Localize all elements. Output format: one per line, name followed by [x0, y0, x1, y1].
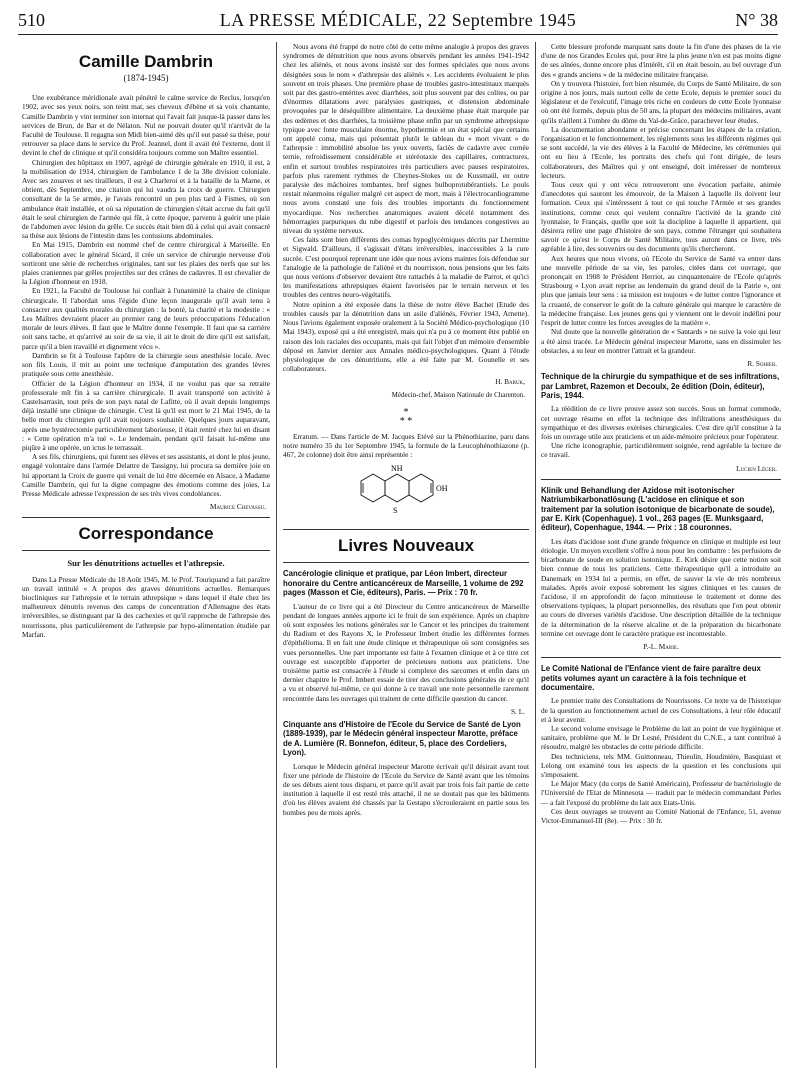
notice-paragraph: Ces deux ouvrages se trouvent au Comité National de l'Enfance, 51, avenue Victor-Emmanuel-III (8e). — Prix : 30 fr. — [541, 806, 781, 826]
book-review-paragraph: La réédition de ce livre prouve assez son succès. Sous un format commode, cet ouvrage résume en effet la technique des infiltrations anesthésiques du sympathique et des diverses exérèses chirurgicales. C'est dire qu'il constitue à la fois un ouvrage utile aux praticiens et un aide-mémoire précieux pour l'opérateur. — [541, 404, 781, 441]
column-3 — [541, 42, 781, 1074]
section-rule — [541, 479, 781, 480]
letter-title: Sur les dénutritions actuelles et l'athrepsie. — [67, 558, 225, 569]
correspondance-heading: Correspondance — [78, 524, 214, 544]
book-review-signature: P.-L. Marie. — [643, 642, 679, 652]
formula-nh-label: NH — [391, 464, 403, 474]
livres-heading: Livres Nouveaux — [337, 536, 475, 556]
section-rule — [283, 529, 529, 530]
section-rule — [541, 657, 781, 658]
obituary-signature: Maurice Chevassu. — [209, 502, 266, 512]
leucophenothiazone-formula — [283, 461, 529, 523]
book-review-title: Cinquante ans d'Histoire de l'Ecole du Service de Santé de Lyon (1889-1939), par le Médecin général inspecteur Marotte, préface de A. Lumière (R. Bonnefon, éditeur, 5, place des Cordeliers, Lyon). — [283, 719, 521, 758]
obituary-paragraph: Dambrin se fit à Toulouse l'apôtre de la chirurgie sous anesthésie locale. Avec son fils Louis, il mit au point une technique d'amputation des grandes lèvres pratiquée sous cette anesthésie. — [22, 350, 270, 379]
book-review-paragraph: Une riche iconographie, particulièrement soignée, rend agréable la lecture de ce travail. — [541, 441, 781, 460]
book-review-paragraph: Lorsque le Médecin général inspecteur Marotte écrivait qu'il désirait avant tout fixer une période de l'histoire de l'Ecole du Service de Santé avant que les témoins de ses débuts aient tous disparu, et parce qu'il avait par trois fois fait partie de cette institution à laquelle il est resté très attaché, il ne se doutait pas que les bâtiments d'où les élèves avaient été chassés par la Gestapo s'écrouleraient en partie sous les bombes peu de mois après. — [283, 761, 529, 817]
obituary-title: Camille Dambrin — [78, 52, 214, 71]
notice-paragraph: Des techniciens, tels MM. Guittonneau, Thieulin, Houdinière, Basquiast et Lelong ont examiné tous les aspects de la question et les conclusions qui s'imposaient. — [541, 751, 781, 780]
journal-title: LA PRESSE MÉDICALE, 22 Septembre 1945 — [219, 10, 577, 30]
book-review-paragraph: On y trouvera l'histoire, fort bien résumée, du Corps de Santé Militaire, de son origine à nos jours, mais surtout celle de cette Ecole, depuis le premier souci du législateur et de l'exécutif, l'image très riche en couleurs de cette Ecole lyonnaise où ont été formés, depuis plus de 50 ans, la plupart des médecins militaires, avant qu'ils n'aillent à l'ombre du dôme du Val-de-Grâce, parachever leur études. — [541, 78, 781, 125]
obituary-paragraph: En 1921, la Faculté de Toulouse lui confiait à l'unanimité la chaire de clinique chirurgicale. Il l'abordait sous l'égide d'une leçon inaugurale qu'il avait tenu à consacrer aux qualités morales du chirurgien : la bonté, la charité et la modestie : « Les Maîtres devraient placer au premier rang de leurs préoccupations l'éducation morale de leurs élèves. Il faut que le Maître donne l'exemple. Il faut que sa carrière soit sans tache, et qu'arrivé au soir de sa vie, il ait le droit de dire qu'il est satisfait, parce qu'il a bien travaillé et dignement vécu ». — [22, 286, 270, 351]
formula-s-label: S — [393, 506, 398, 516]
section-rule — [22, 517, 270, 518]
section-rule — [22, 550, 270, 551]
obituary-paragraph: Chirurgien des hôpitaux en 1907, agrégé de chirurgie générale en 1910, il est, à la mobilisation de 1914, chirurgien de l'ambulance 1 de la 38e division coloniale. Avec ses zouaves et ses tirailleurs, il est à Charleroi et à la bataille de la Marne, et obtient, dès Septembre, une citation qui lui vaudra la croix de guerre. Chirurgien consultant de la 5e armée, je l'avais rencontré un peu plus tard à Fismes, où son ambulance était installée, et où sa réputation de chirurgien s'était accrue du fait qu'il était le seul chirurgien de l'armée qui fût, à cette époque, parvenu à guérir une plaie de l'abdomen avec lésion du grêle. Ce succès était bien dû à celui qui avait consacré sa thèse aux lésions de l'intestin dans les contusions abdominales. — [22, 157, 270, 241]
book-review-paragraph: Tous ceux qui y ont vécu retrouveront une évocation parfaite, animée d'anecdotes qui sauront les émouvoir, de la Maison à laquelle ils doivent leur formation. Ceux qui s'intéressent à tout ce qui touche l'Armée et ses grandes institutions, comme ceux qui veulent connaître l'activité de la grande cité lyonnaise, le Français, quelle que soit la discipline à laquelle il appartient, qui désirera relire une page d'histoire de son pays, comme l'étranger qui souhaitera savoir ce qu'est le Corps de Santé Militaire, tous auront dans ce livre, très agréable à lire, des souvenirs ou des documents qu'ils chercheront. — [541, 180, 781, 254]
book-review-title: Technique de la chirurgie du sympathique et de ses infiltrations, par Lambret, Razemon et Decoulx, 2e édition (Doin, éditeur), Paris, 1944. — [541, 372, 780, 400]
book-review-title: Cancérologie clinique et pratique, par Léon Imbert, directeur honoraire du Centre anticancéreux de Marseille, 1 volume de 292 pages (Masson et Cie, éditeurs), Paris. — Prix : 70 fr. — [283, 569, 524, 598]
page-header — [18, 8, 778, 35]
page-number: 510 — [18, 10, 45, 30]
erratum-text: Erratum. — Dans l'article de M. Jacques Etévé sur la Phénothiazine, paru dans notre numéro 35 du 1er Septembre 1945, la formule de la Leucophénothiazone (p. 467, 2e colonne) doit être ainsi représentée : — [283, 431, 529, 460]
obituary-paragraph: A ses fils, chirurgiens, qui furent ses élèves et ses assistants, et dont le plus jeune, engagé volontaire dans l'armée Delattre de Tassigny, lui procura sa dernière joie en lui apportant la Croix de guerre qui venait de lui être décernée en Alsace, à Madame Camille Dambrin, qui fut la digne compagne des émotions comme des joies, La Presse Médicale adresse l'expression de ses très vives condoléances. — [22, 452, 270, 498]
book-review-paragraph: Cette blessure profonde marquant sans doute la fin d'une des phases de la vie d'une de nos Grandes Ecoles qui, pour être la plus jeune n'en est pas moins digne de ses aînées, donne encore plus d'intérêt, s'il en était besoin, au bel ouvrage d'un des « grands anciens » de la médecine militaire française. — [541, 42, 781, 79]
book-review-paragraph: La documentation abondante et précise concernant les étapes de la création, l'organisation et le fonctionnement, les règlements sous les différents régimes qui se sont succédé, la vie des élèves à la Faculté de Médecine, les cérémonies qui ont eu lieu à l'Ecole, les portraits des chefs qui l'ont dirigée, de leurs collaborateurs, des Maîtres qui y ont enseigné, doit intéresser de nombreux lecteurs. — [541, 124, 781, 180]
obituary-paragraph: Une exubérance méridionale avait pénétré le calme service de Reclus, lorsqu'en 1902, avec ses yeux noirs, son teint mat, ses cheveux d'ébène et sa voix chantante, Camille Dambrin y vint terminer son internat qui l'avait fait jusque-là passer dans les services de Brun, de Bar et de Nélaton. Nul ne pouvait douter qu'il n'arrivât de la Faculté de Toulouse. Il regagna son Midi bien-aimé dès qu'il eut passé sa thèse, pour retrouver sa place dans le service du Prof. Jeannel, dont il avait été l'externe, dont il devint le chef de clinique et qu'il considéra toujours comme son Maître essentiel. — [22, 93, 270, 158]
obituary-dates: (1874-1945) — [123, 73, 169, 83]
separator-stars: * * * — [399, 406, 413, 427]
book-review-signature: S. L. — [511, 706, 525, 716]
letter-paragraph: Notre opinion a été exposée dans la thèse de notre élève Bachet (Etude des troubles causés par la dénutrition dans un asile d'aliénés, Février 1943, Arnette). Nous l'avions également exposée oralement à la Société Médico-psychologique (10 Mai 1943), exposé qui a été enregistré, mais qui n'a pu à ce moment être publié en raison des lois raciales des occupants, mais qui fait l'objet d'un mémoire d'ensemble déposé en Janvier dernier aux Annales médico-psychologiques. Quant à l'étude physiologique de ces dénutritions, elle a été faite par M. Gounelle et ses collaborateurs. — [283, 299, 529, 374]
column-1 — [22, 42, 270, 1074]
column-divider-1 — [276, 42, 277, 1068]
book-review-paragraph: Les états d'acidose sont d'une grande fréquence en clinique et multiple est leur étiologie. Un moyen excellent s'offre à nous pour les combattre : les perfusions de bicarbonate de soude en solution isotonique. E. Kirk désire que cette notion soit bien connue de tous les praticiens. Cette thérapeutique qu'il a introduite au Danemark en 1934 lui a permis, en effet, de sauver la vie de très nombreux malades. Après avoir exposé sobrement les signes cliniques et les causes de l'acidose, il en approfondit de façon minutieuse le traitement et donne des observations typiques, la plupart personnelles, des résultats que l'on peut obtenir au cours de diverses variétés d'acidose. Une description détaillée de la technique de la détermination de la réserve alcaline et de la préparation du bicarbonate termine cet ouvrage dont le caractère pratique est incontestable. — [541, 536, 781, 638]
letter-signature-title: Médecin-chef, Maison Nationale de Charenton. — [391, 390, 525, 399]
book-review-paragraph: Nul doute que la nouvelle génération de « Santards » ne suive la voie qui leur a été ainsi tracée. Le Médecin général inspecteur Marotte, sans en dissimuler les obstacles, a su leur en montrer l'attrait et la grandeur. — [541, 327, 781, 355]
letter-paragraph: Ces faits sont bien différents des comas hypoglycémiques décrits par Lhermitte et Sigwald. D'ailleurs, il s'agissait d'états irréversibles, inaccessibles à la cure sucrée. C'est pourquoi reprenant une idée que nous avions maintes fois défendue sur l'analogie de la pathologie de l'aliéné et du nourrisson, nous pensions que les faits que nous venions d'observer devaient être rattachés à la maladie de Parrot, et qu'ici les manifestations athrepsiques étaient favorisées par le terrain nerveux et les troubles des centres neuro-végétatifs. — [283, 235, 529, 300]
letter-paragraph: Dans La Presse Médicale du 18 Août 1945, M. le Prof. Touriquand a fait paraître un travail intitulé « A propos des graves dénutritions actuelles. Remarques biocliniques sur l'athrepsie et le terrain athrepsique » dans lequel il étale chez les malheureux dénutris revenus des camps de concentration d'Allemagne des états irréversibles, se distinguant par là des cachexies et qu'il rapproche de l'athrepsie des nourrissons, plus particulièrement de l'athrepsie par hypo-alimentation étudiée par Marfan. — [22, 574, 270, 639]
notice-paragraph: Le Major Macy (du corps de Santé Américain), Professeur de bactériologie de l'Université de l'Etat de Minnesota — traduit par le médecin commandant Perles — a fait l'exposé du problème du lait aux Etats-Unis. — [541, 779, 781, 807]
section-rule — [283, 562, 529, 563]
notice-title: Le Comité National de l'Enfance vient de faire paraître deux petits volumes ayant un caractère à la fois technique et documentaire. — [541, 664, 761, 693]
book-review-paragraph: Aux heures que nous vivons, où l'Ecole du Service de Santé va entrer dans une nouvelle période de sa vie, les paroles, citées dans cet ouvrage, que prononçait en 1908 le Président Herriot, au cinquantenaire de l'Ecole qu'après Strasbourg « Lyon avait reprise au lendemain du grand deuil de la Patrie », ont plus que jamais leur sens : sa mission est toujours « de lutter contre l'ignorance et la cruauté, de conserver le goût de la culture générale qui marque le caractère de la médecine française. Les jeunes gens qui y viennent ont le devoir indéfini pour l'esprit de lutter contre les forces aveugles de la matière ». — [541, 253, 781, 328]
letter-paragraph: Nous avons été frappé de notre côté de cette même analogie à propos des graves syndromes de dénutrition que nous avons observés pendant les années 1941-1942 chez les aliénés, et nous avons insisté sur des formes spéciales que nous avons désignées sous le nom « d'athrepsie des aliénés ». Les accidents évoluaient le plus souvent en trois phases. Une première phase de troubles gastro-intestinaux marqués soit par des gastro-entérites avec diarrhées, soit plus souvent par des colites, ou par d'énormes dilatations avec paralysies gastriques, et distension abdominale provoquées par le déséquilibre alimentaire. La deuxième phase était marquée par des œdèmes et des diarrhées, la troisième phase enfin par un syndrome athrepsique typique avec fonte musculaire énorme, hypothermie et un état spécial que certains ont appelé coma, mais qui présentait plutôt le tableau du « mort vivant » de l'athrepsie : immobilité absolue les yeux ouverts, faciès de cadavre avec cornée ternie, refroidissement considérable et stéréotaxie des capillaires, contractures, enfin et surtout troubles respiratoires très particuliers avec pauses respiratoires, parfois plus rarement rythmes de Cheynes-Stokes ou de Kussmaül, en outre paralysie des mâchoires tombantes, bref signes bulboprotubérantiels. Le pouls restait néanmoins régulier malgré cet aspect de mort, mais à l'électrocardiogramme nous avons constaté une fois des troubles importants du fonctionnement myocardique. Nos recherches anatomiques avaient décelé notamment des hémorragies parpuriques du tube digestif et parfois des tendances congestives au niveau du système nerveux. — [283, 42, 529, 236]
formula-oh-label: OH — [436, 484, 448, 494]
notice-paragraph: Le premier traite des Consultations de Nourrissons. Ce texte va de l'historique de la question au fonctionnement actuel de ces Consultations, à leur rôle éducatif et à leur avenir. — [541, 696, 781, 724]
column-divider-2 — [535, 42, 536, 1068]
letter-signature-name: H. Baruk, — [495, 377, 525, 387]
book-review-signature: Lucien Léger. — [736, 463, 777, 473]
obituary-paragraph: Officier de la Légion d'honneur en 1934, il ne voulut pas que sa retraite professorale mît fin à sa carrière chirurgicale. Il avait transporté son activité à Castelsarrasin, tout près de son pays natal de Lafitte, où il avait depuis longtemps déjà installé une clinique de chirurgie. C'est là qu'il est mort le 21 Mai 1945, de la belle mort du chirurgien qu'il avait toujours souhaitée. Quelques jours auparavant, après une hystérectomie particulièrement laborieuse, il était rentré chez lui en disant : « Cette opération m'a tué ». Le lendemain, pendant qu'il faisait lui-même une piqûre à une opérée, un ictus le terrassait. — [22, 378, 270, 452]
issue-number: N° 38 — [735, 10, 778, 30]
book-review-paragraph: L'auteur de ce livre qui a été Directeur du Centre anticancéreux de Marseille pendant de longues années apporte ici le fruit de son expérience. Après un chapitre où sont exposées les notions générales sur le Cancer et les principes du traitement du Radium et des Rayons X, le Professeur Imbert étudie les différentes formes d'épithélioma. Il en fait une étude clinique et thérapeutique où sont consignées ses vues personnelles. Une part importante est faite à l'examen clinique et à ce titre cet ouvrage est susceptible d'apporter de précieuses notions aux praticiens. Une troisième partie est consacrée à l'étude si complexe des sarcomes et enfin dans un dernier chapitre le Prof. Imbert essaie de tirer des conclusions générales de ce qu'il a vu et observé lui-même, ce qui donne à ce travail une note personnelle rarement rencontrée dans les ouvrages qui traitent de cette difficile question du cancer. — [283, 601, 529, 703]
book-review-title: Klinik und Behandlung der Azidose mit isotonischer Natriumbikarbonatlösung (L'acidose en clinique et son traitement par la solution isotonique de bicarbonate de soude), par E. Kirk (Copenhague). 1 vol., 263 pages (E. Munksgaard, éditeur), Copenhague, 1944. — Prix : 18 couronnes. — [541, 485, 775, 533]
notice-paragraph: Le second volume envisage le Problème du lait au point de vue hygiénique et sanitaire, problème que M. le Dr Lesné, Président du C.N.E., a tant contribué à résoudre, malgré les obstacles de cette période difficile. — [541, 724, 781, 752]
obituary-paragraph: En Mai 1915, Dambrin est nommé chef de centre chirurgical à Marseille. En collaboration avec le général Sicard, il crée un service de chirurgie nerveuse d'où sortiront une série de recherches originales, tant sur les plaies des nerfs que sur les plaies craniennes par grêles projectiles sur des crânes de cadavres. Il est chevalier de la Légion d'honneur en 1918. — [22, 240, 270, 287]
book-review-signature: R. Sohier. — [747, 358, 777, 368]
column-2 — [283, 42, 529, 1074]
